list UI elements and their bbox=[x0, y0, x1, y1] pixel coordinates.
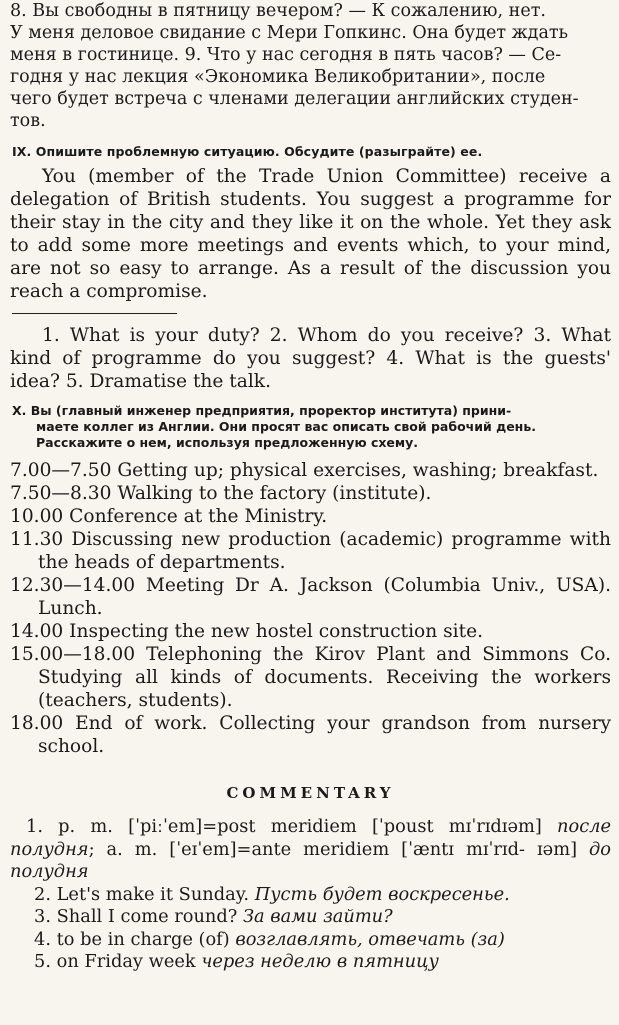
commentary-translation: возглавлять, отвечать (за) bbox=[235, 928, 505, 950]
commentary-translation: до полудня bbox=[10, 838, 611, 882]
commentary-list bbox=[10, 816, 611, 974]
schedule-text: Getting up; physical exercises, washing; breakfast. bbox=[117, 460, 599, 481]
schedule-time: 18.00 bbox=[10, 713, 64, 734]
schedule-text: Inspecting the new hostel construction site. bbox=[69, 621, 484, 642]
section-divider bbox=[12, 313, 177, 314]
heading-line: маете коллег из Англии. Они просят вас описать свой рабочий день. bbox=[36, 419, 536, 434]
schedule-time: 14.00 bbox=[10, 621, 64, 642]
commentary-translation: За вами зайти? bbox=[242, 906, 393, 927]
commentary-item bbox=[10, 884, 611, 907]
schedule-time: 7.50—8.30 bbox=[10, 483, 112, 504]
commentary-item bbox=[10, 816, 611, 884]
text-line: У меня деловое свидание с Мери Гопкинс. Она будет ждать bbox=[10, 23, 569, 43]
schedule-time: 7.00—7.50 bbox=[10, 460, 112, 481]
commentary-translation: через неделю в пятницу bbox=[201, 951, 439, 972]
schedule-text: Discussing new production (academic) programme with the heads of departments. bbox=[38, 529, 611, 573]
schedule-text: End of work. Collecting your grandson from nursery school. bbox=[38, 713, 611, 757]
commentary-text: 2. Let's make it Sunday. bbox=[34, 883, 250, 905]
commentary-title: COMMENTARY bbox=[226, 784, 395, 802]
commentary-text: 3. Shall I come round? bbox=[34, 906, 238, 927]
schedule-row bbox=[10, 505, 611, 528]
exercise-ix-questions: 1. What is your duty? 2. Whom do you receive? 3. What kind of programme do you suggest? 4. What is the guests' idea? 5. Dramatise the talk. bbox=[10, 325, 611, 392]
daily-schedule bbox=[10, 459, 611, 758]
schedule-row bbox=[10, 712, 611, 758]
schedule-row bbox=[10, 574, 611, 620]
schedule-text: Walking to the factory (institute). bbox=[117, 483, 432, 504]
schedule-text: Conference at the Ministry. bbox=[69, 506, 328, 527]
exercise-x-heading bbox=[12, 403, 611, 451]
text-line: 8. Вы свободны в пятницу вечером? — К сожалению, нет. bbox=[10, 1, 546, 21]
schedule-time: 11.30 bbox=[10, 529, 64, 550]
commentary-text: ɪəm] bbox=[537, 838, 578, 860]
heading-line: X. Вы (главный инженер предприятия, проректор института) прини- bbox=[12, 403, 512, 418]
commentary-text: ; a. m. [ˈeɪˈem]=ante meridiem [ˈæntɪ mɪˈrɪd- bbox=[88, 838, 525, 860]
text-line: чего будет встреча с членами делегации английских студен- bbox=[10, 89, 579, 109]
commentary-text: 5. on Friday week bbox=[34, 951, 196, 972]
russian-exercise-text bbox=[10, 0, 611, 132]
schedule-row bbox=[10, 482, 611, 505]
text-line: годня у нас лекция «Экономика Великобритании», после bbox=[10, 67, 546, 87]
exercise-ix-heading: IX. Опишите проблемную ситуацию. Обсудите (разыграйте) ее. bbox=[12, 144, 483, 159]
schedule-row bbox=[10, 643, 611, 712]
text-line: меня в гостинице. 9. Что у нас сегодня в пять часов? — Се- bbox=[10, 45, 562, 65]
schedule-text: Telephoning the Kirov Plant and Simmons Co. Studying all kinds of documents. Receiving the workers (teachers, students). bbox=[38, 644, 611, 711]
schedule-row bbox=[10, 620, 611, 643]
commentary-item bbox=[10, 906, 611, 929]
exercise-ix-paragraph: You (member of the Trade Union Committee) receive a delegation of British students. You suggest a programme for their stay in the city and they like it on the whole. Yet they ask to add some more meetings and events which, to your mind, are not so easy to arrange. As a result of the discussion you reach a compromise. bbox=[10, 166, 611, 302]
commentary-translation: Пусть будет воскресенье. bbox=[254, 883, 510, 905]
commentary-item bbox=[10, 951, 611, 974]
schedule-time: 15.00—18.00 bbox=[10, 644, 136, 665]
commentary-translation: после полудня bbox=[10, 816, 611, 860]
heading-line: Расскажите о нем, используя предложенную схему. bbox=[36, 435, 419, 450]
schedule-time: 10.00 bbox=[10, 506, 64, 527]
schedule-row bbox=[10, 528, 611, 574]
text-line: тов. bbox=[10, 111, 46, 131]
commentary-text: 1. p. m. [ˈpiːˈem]=post meridiem [ˈpoust mɪˈrɪdɪəm] bbox=[26, 816, 542, 837]
commentary-item bbox=[10, 929, 611, 952]
schedule-text: Meeting Dr A. Jackson (Columbia Univ., USA). Lunch. bbox=[38, 575, 611, 619]
schedule-row bbox=[10, 459, 611, 482]
commentary-text: 4. to be in charge (of) bbox=[34, 928, 230, 950]
schedule-time: 12.30—14.00 bbox=[10, 575, 136, 596]
